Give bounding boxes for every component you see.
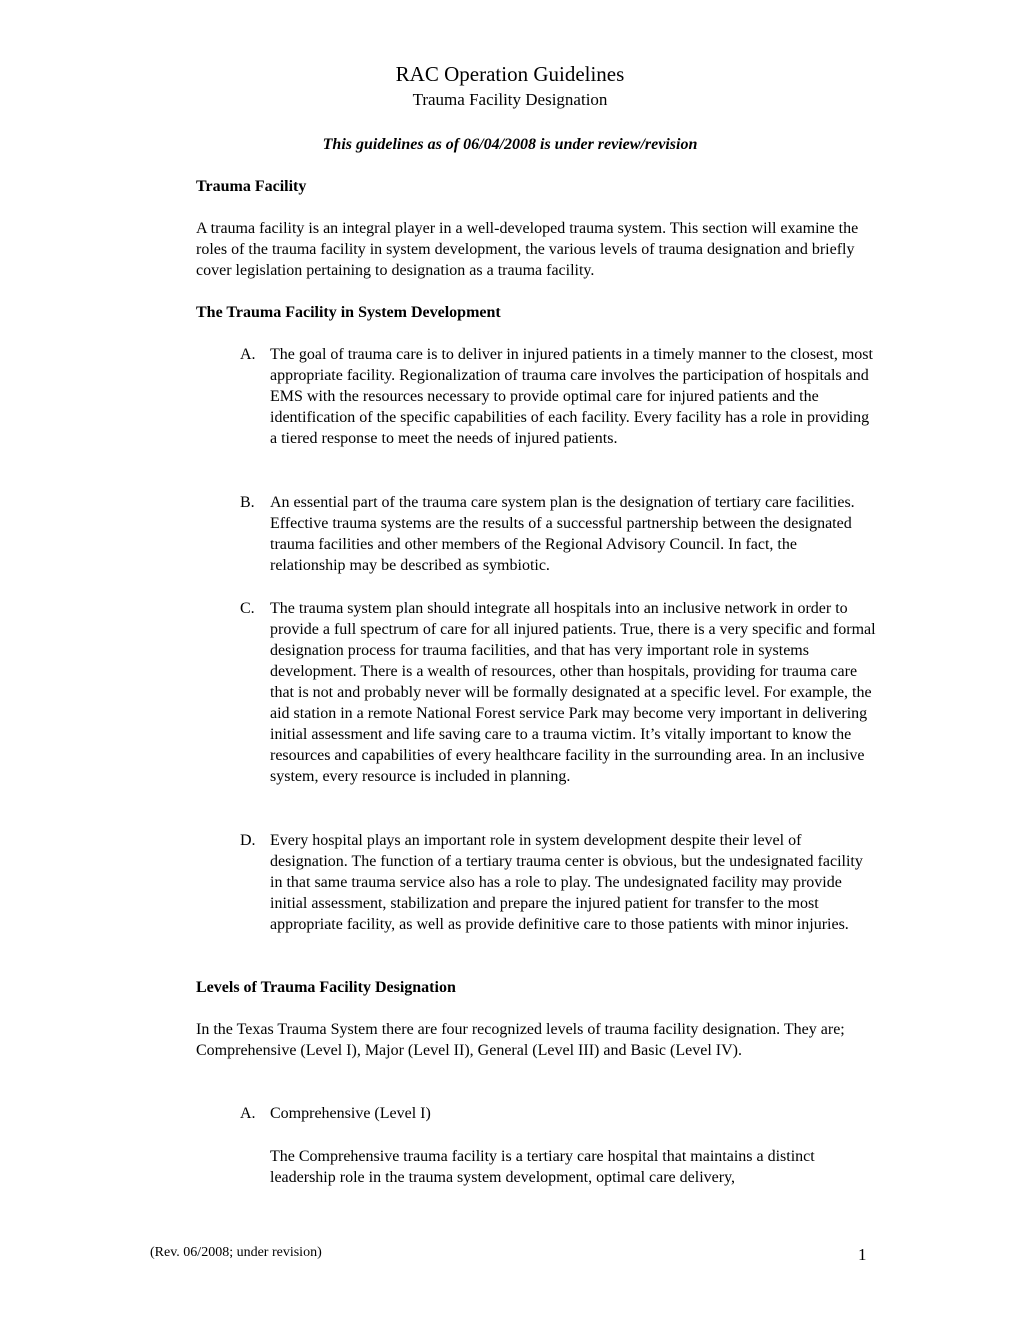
page-number: 1: [858, 1245, 867, 1264]
section-paragraph: In the Texas Trauma System there are four recognized levels of trauma facility designation. They are; Comprehensive (Level I), Major (Level II), General (Level III) and Basic (Level IV).: [196, 1021, 845, 1059]
list-item-letter: A.: [240, 1105, 256, 1122]
section-title: Trauma Facility: [196, 178, 307, 195]
footer-revision: (Rev. 06/2008; under revision): [150, 1245, 322, 1260]
list-item-text: Every hospital plays an important role in system development despite their level of designation. The function of a tertiary trauma center is obvious, but the undesignated facility in that same trauma service also has a role to play. The undesignated facility may provide initial assessment, stabilization and prepare the injured patient for transfer to the most appropriate facility, as well as provide definitive care to those patients with minor injuries.: [270, 832, 863, 933]
list-item-letter: C.: [240, 600, 255, 617]
list-item-text: An essential part of the trauma care system plan is the designation of tertiary care facilities. Effective trauma systems are the results of a successful partnership between the designated trauma facilities and other members of the Regional Advisory Council. In fact, the relationship may be described as symbiotic.: [270, 494, 855, 574]
list-item-text: Comprehensive (Level I): [270, 1105, 431, 1122]
list-item-letter: B.: [240, 494, 255, 511]
section-title: The Trauma Facility in System Development: [196, 304, 501, 321]
section-title: Levels of Trauma Facility Designation: [196, 979, 456, 996]
section-paragraph: A trauma facility is an integral player in a well-developed trauma system. This section will examine the roles of the trauma facility in system development, the various levels of trauma designation and briefly cover legislation pertaining to designation as a trauma facility.: [196, 220, 859, 279]
document-subtitle: Trauma Facility Designation: [412, 90, 608, 109]
list-item-letter: D.: [240, 832, 256, 849]
document-title: RAC Operation Guidelines: [395, 62, 625, 86]
revision-note: This guidelines as of 06/04/2008 is under review/revision: [322, 136, 698, 153]
list-item-text: The trauma system plan should integrate all hospitals into an inclusive network in order to provide a full spectrum of care for all injured patients. True, there is a very specific and formal designation process for trauma facilities, and that has very important role in systems development. There is a wealth of resources, other than hospitals, providing for trauma care that is not and probably never will be formally designated at a specific level. For example, the aid station in a remote National Forest service Park may become very important in delivering initial assessment and life saving care to a trauma victim. It’s vitally important to know the resources and capabilities of every healthcare facility in the surrounding area. In an inclusive system, every resource is included in planning.: [270, 600, 876, 785]
sub-paragraph: The Comprehensive trauma facility is a tertiary care hospital that maintains a distinct leadership role in the trauma system development, optimal care delivery,: [270, 1148, 815, 1186]
list-item-letter: A.: [240, 346, 256, 363]
list-item-text: The goal of trauma care is to deliver in injured patients in a timely manner to the closest, most appropriate facility. Regionalization of trauma care involves the participation of hospitals and EMS with the resources necessary to provide optimal care for injured patients and the identification of the specific capabilities of each facility. Every facility has a role in providing a tiered response to meet the needs of injured patients.: [270, 346, 873, 447]
